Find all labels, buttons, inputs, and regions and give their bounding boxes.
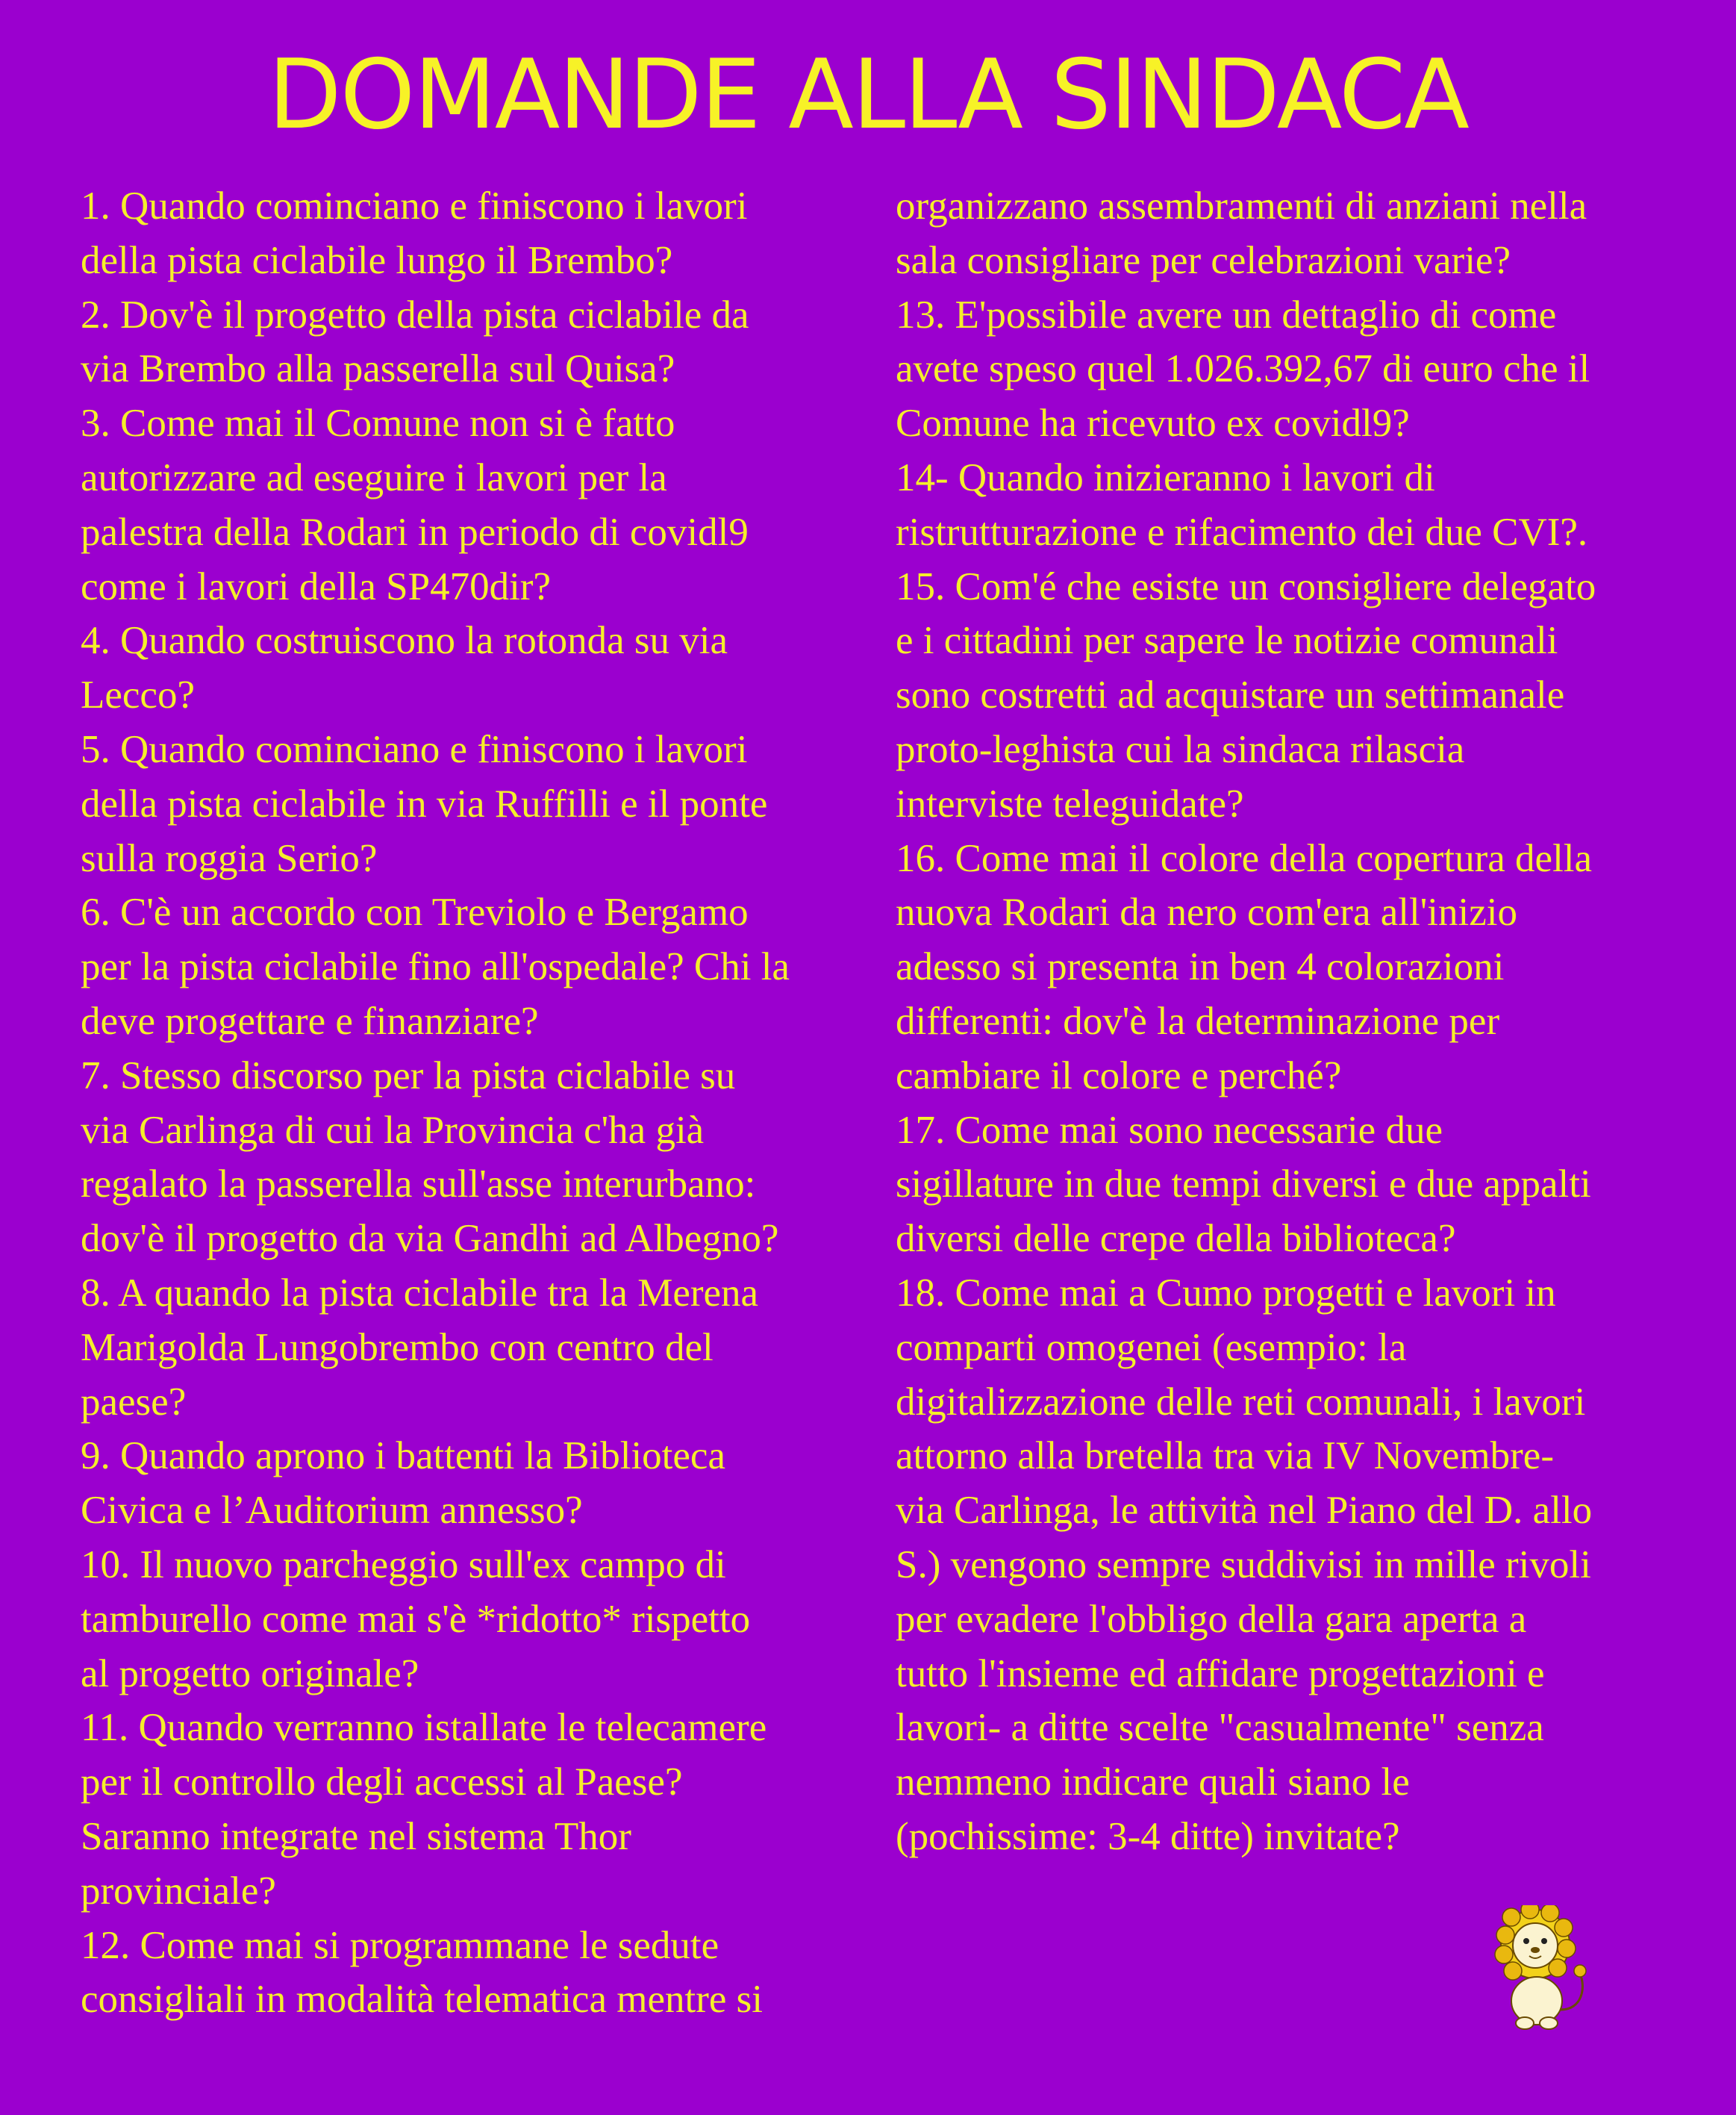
question-line: 10. Il nuovo parcheggio sull'ex campo di bbox=[81, 1542, 726, 1586]
question-line: organizzano assembramenti di anziani nella bbox=[896, 184, 1587, 228]
question-line: digitalizzazione delle reti comunali, i lavori bbox=[896, 1380, 1586, 1424]
question-line: sala consigliare per celebrazioni varie? bbox=[896, 238, 1511, 282]
question-line: Saranno integrate nel sistema Thor bbox=[81, 1814, 631, 1858]
question-line: diversi delle crepe della biblioteca? bbox=[896, 1217, 1456, 1261]
question-line: Lecco? bbox=[81, 673, 195, 717]
question-line: 15. Com'é che esiste un consigliere delegato bbox=[896, 564, 1596, 608]
question-line: nemmeno indicare quali siano le bbox=[896, 1760, 1410, 1804]
question-line: Comune ha ricevuto ex covidl9? bbox=[896, 402, 1410, 446]
question-line: lavori- a ditte scelte "casualmente" senza bbox=[896, 1706, 1544, 1750]
question-line: tamburello come mai s'è *ridotto* rispetto bbox=[81, 1597, 751, 1641]
question-line: 11. Quando verranno istallate le telecamere bbox=[81, 1706, 767, 1750]
question-line: via Carlinga, le attività nel Piano del D. allo bbox=[896, 1489, 1593, 1533]
question-line: palestra della Rodari in periodo di covidl9 bbox=[81, 510, 749, 554]
question-line: 2. Dov'è il progetto della pista ciclabile da bbox=[81, 293, 749, 337]
question-line: per il controllo degli accessi al Paese? bbox=[81, 1760, 683, 1804]
question-line: dov'è il progetto da via Gandhi ad Albegno? bbox=[81, 1217, 779, 1261]
question-line: per la pista ciclabile fino all'ospedale? Chi la bbox=[81, 945, 790, 989]
question-line: 5. Quando cominciano e finiscono i lavori bbox=[81, 727, 748, 771]
question-line: S.) vengono sempre suddivisi in mille rivoli bbox=[896, 1542, 1591, 1586]
question-line: deve progettare e finanziare? bbox=[81, 999, 539, 1043]
question-line: 4. Quando costruiscono la rotonda su via bbox=[81, 619, 728, 663]
questions-left-column bbox=[81, 179, 849, 2027]
question-line: della pista ciclabile in via Ruffilli e il ponte bbox=[81, 782, 768, 826]
question-line: regalato la passerella sull'asse interurbano: bbox=[81, 1162, 756, 1206]
question-line: 3. Come mai il Comune non si è fatto bbox=[81, 402, 675, 446]
question-line: comparti omogenei (esempio: la bbox=[896, 1325, 1407, 1369]
question-line: via Brembo alla passerella sul Quisa? bbox=[81, 347, 675, 391]
question-line: sulla roggia Serio? bbox=[81, 836, 378, 880]
question-line: consigliali in modalità telematica mentre si bbox=[81, 1978, 763, 2022]
question-line: Marigolda Lungobrembo con centro del bbox=[81, 1325, 714, 1369]
question-line: 7. Stesso discorso per la pista ciclabile su bbox=[81, 1053, 736, 1097]
question-line: autorizzare ad eseguire i lavori per la bbox=[81, 455, 667, 499]
question-line: 16. Come mai il colore della copertura della bbox=[896, 836, 1593, 880]
question-line: (pochissime: 3-4 ditte) invitate? bbox=[896, 1814, 1400, 1858]
question-line: 6. C'è un accordo con Treviolo e Bergamo bbox=[81, 891, 749, 935]
question-line: e i cittadini per sapere le notizie comunali bbox=[896, 619, 1558, 663]
question-line: per evadere l'obbligo della gara aperta a bbox=[896, 1597, 1527, 1641]
question-line: adesso si presenta in ben 4 colorazioni bbox=[896, 945, 1505, 989]
question-line: 13. E'possibile avere un dettaglio di come bbox=[896, 293, 1557, 337]
question-line: 12. Come mai si programmane le sedute bbox=[81, 1923, 719, 1967]
question-line: sigillature in due tempi diversi e due appalti bbox=[896, 1162, 1591, 1206]
question-line: proto-leghista cui la sindaca rilascia bbox=[896, 727, 1465, 771]
question-line: cambiare il colore e perché? bbox=[896, 1053, 1342, 1097]
question-line: ristrutturazione e rifacimento dei due CVI?. bbox=[896, 510, 1588, 554]
question-line: paese? bbox=[81, 1380, 187, 1424]
lion-icon bbox=[1489, 1905, 1601, 2032]
question-line: sono costretti ad acquistare un settimanale bbox=[896, 673, 1565, 717]
question-line: Civica e l’Auditorium annesso? bbox=[81, 1489, 583, 1533]
question-line: 9. Quando aprono i battenti la Biblioteca bbox=[81, 1434, 725, 1478]
question-line: attorno alla bretella tra via IV Novembre- bbox=[896, 1434, 1554, 1478]
question-line: 8. A quando la pista ciclabile tra la Merena bbox=[81, 1271, 759, 1315]
question-line: al progetto originale? bbox=[81, 1651, 419, 1695]
question-line: 1. Quando cominciano e finiscono i lavori bbox=[81, 184, 748, 228]
page-title: DOMANDE ALLA SINDACA bbox=[268, 40, 1468, 151]
question-line: come i lavori della SP470dir? bbox=[81, 564, 551, 608]
question-line: avete speso quel 1.026.392,67 di euro che il bbox=[896, 347, 1590, 391]
question-line: via Carlinga di cui la Provincia c'ha già bbox=[81, 1108, 705, 1152]
question-line: interviste teleguidate? bbox=[896, 782, 1244, 826]
question-line: 18. Come mai a Cumo progetti e lavori in bbox=[896, 1271, 1556, 1315]
question-line: provinciale? bbox=[81, 1869, 276, 1913]
questions-right-column bbox=[896, 179, 1672, 1864]
question-line: della pista ciclabile lungo il Brembo? bbox=[81, 238, 673, 282]
question-line: differenti: dov'è la determinazione per bbox=[896, 999, 1500, 1043]
question-line: 14- Quando inizieranno i lavori di bbox=[896, 455, 1435, 499]
question-line: 17. Come mai sono necessarie due bbox=[896, 1108, 1443, 1152]
question-line: tutto l'insieme ed affidare progettazioni e bbox=[896, 1651, 1545, 1695]
question-line: nuova Rodari da nero com'era all'inizio bbox=[896, 891, 1517, 935]
